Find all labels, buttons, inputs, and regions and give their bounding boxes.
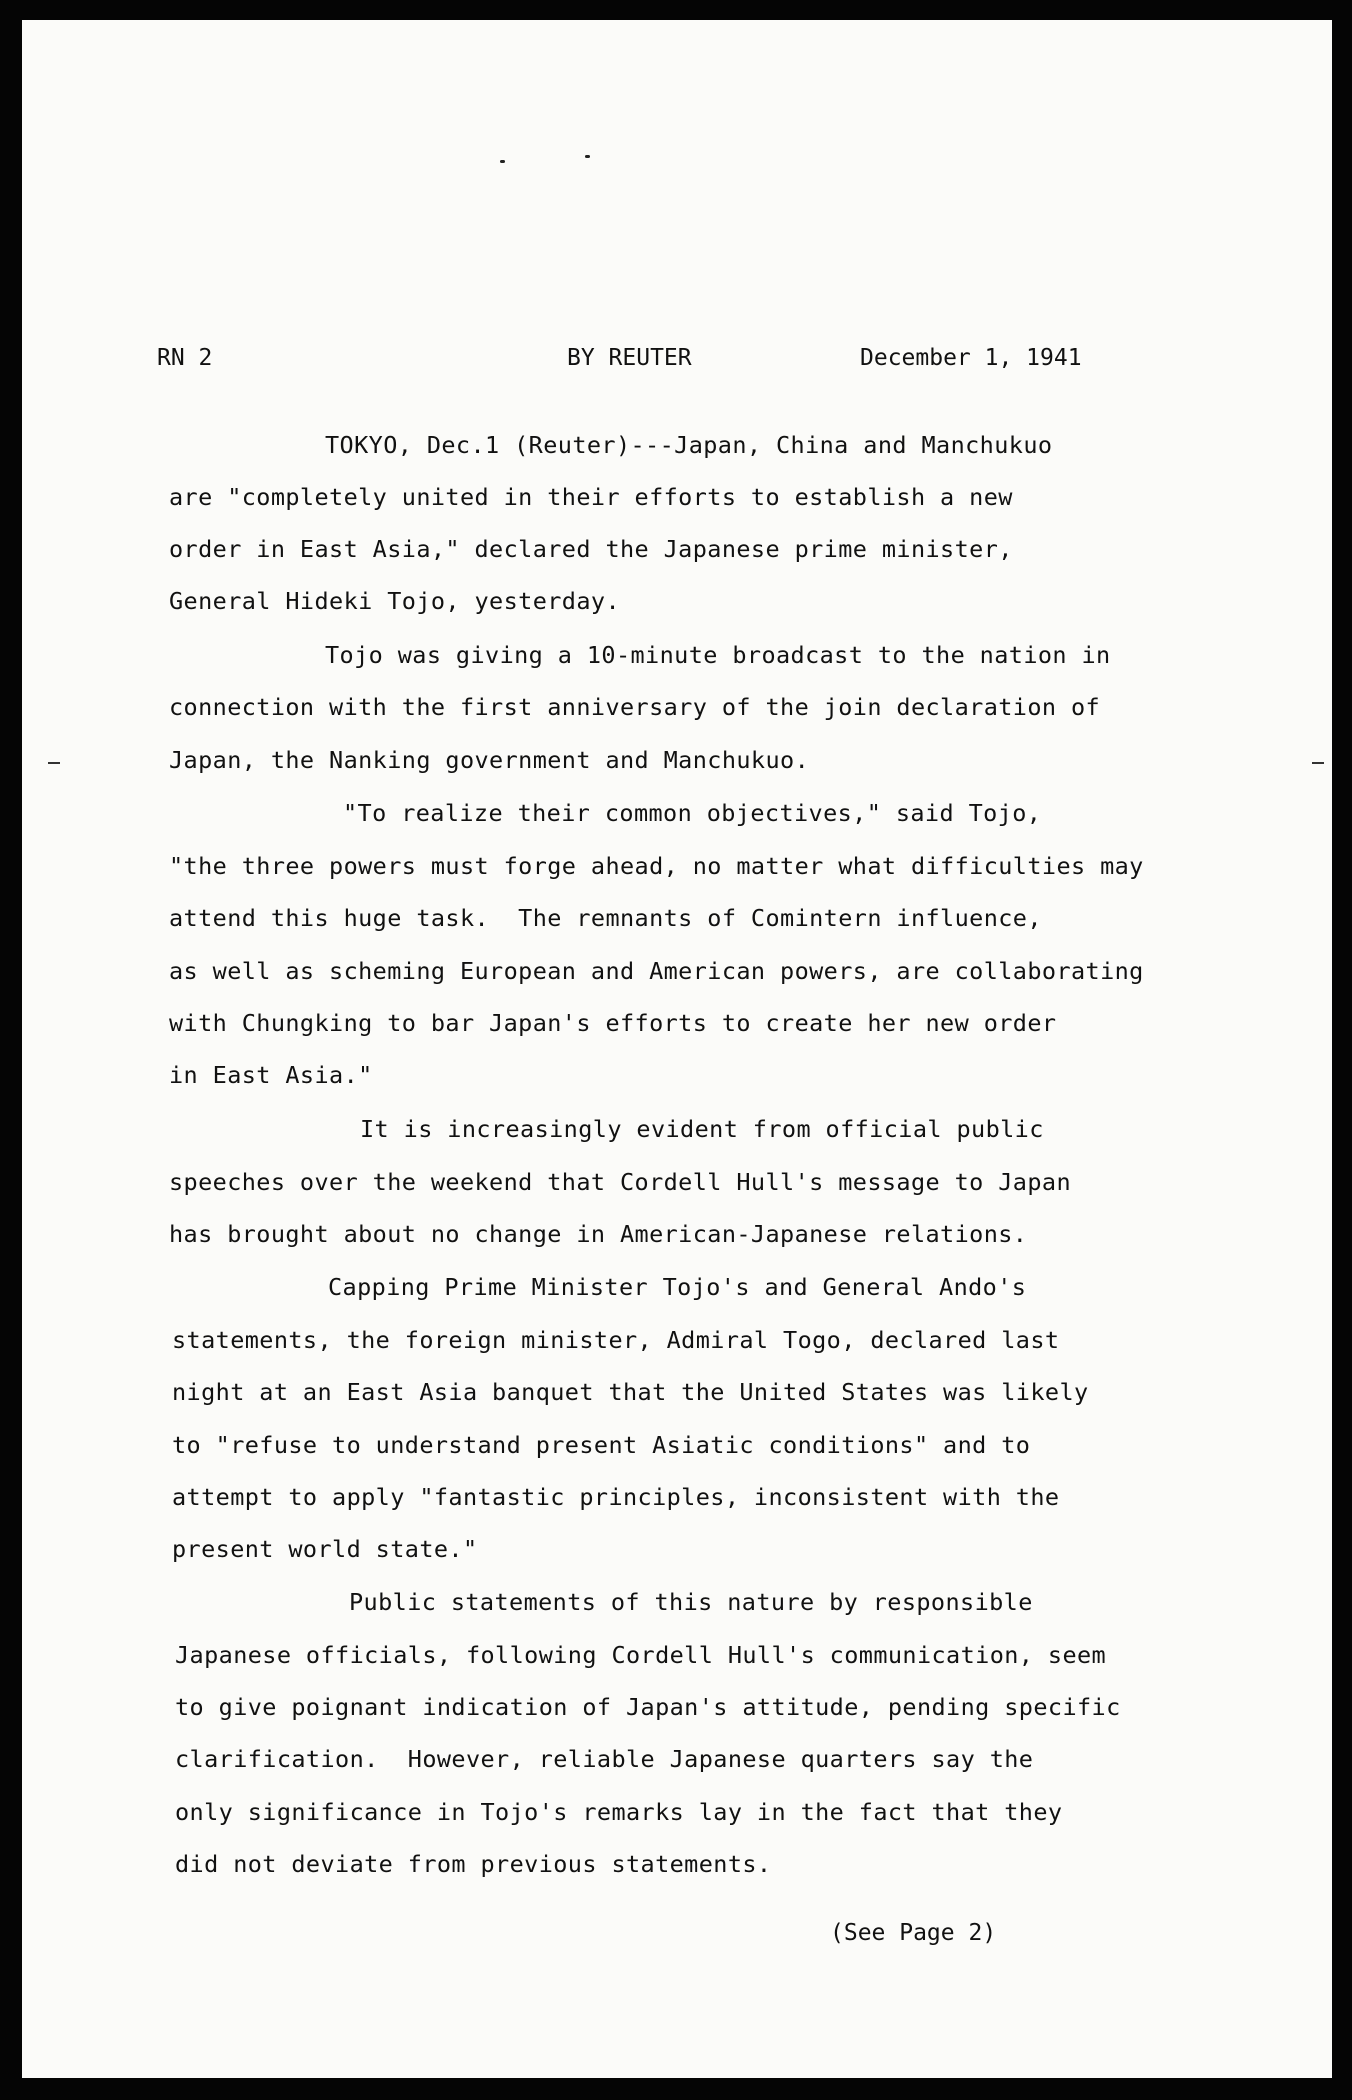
- body-line: present world state.": [172, 1535, 478, 1563]
- body-line: night at an East Asia banquet that the United States was likely: [172, 1378, 1089, 1406]
- body-line: speeches over the weekend that Cordell Hull's message to Japan: [169, 1168, 1071, 1196]
- body-line: as well as scheming European and American powers, are collaborating: [169, 957, 1144, 985]
- body-line: Japan, the Nanking government and Manchukuo.: [169, 746, 810, 774]
- body-line: connection with the first anniversary of the join declaration of: [169, 693, 1101, 721]
- dateline-header: [22, 341, 1332, 375]
- body-line: "To realize their common objectives," said Tojo,: [343, 799, 1042, 827]
- body-line: order in East Asia," declared the Japanese prime minister,: [169, 535, 1013, 563]
- body-line: to give poignant indication of Japan's attitude, pending specific: [175, 1693, 1121, 1721]
- body-line: statements, the foreign minister, Admiral Togo, declared last: [172, 1326, 1060, 1354]
- body-line: to "refuse to understand present Asiatic conditions" and to: [172, 1431, 1031, 1459]
- body-line: only significance in Tojo's remarks lay in the fact that they: [175, 1798, 1063, 1826]
- body-line: Japanese officials, following Cordell Hull's communication, seem: [175, 1641, 1107, 1669]
- body-line: Tojo was giving a 10-minute broadcast to the nation in: [325, 641, 1111, 669]
- body-line: Public statements of this nature by responsible: [349, 1588, 1033, 1616]
- body-line: has brought about no change in American-Japanese relations.: [169, 1220, 1028, 1248]
- scan-speck: [500, 160, 505, 163]
- body-line: did not deviate from previous statements.: [175, 1850, 772, 1878]
- body-line: TOKYO, Dec.1 (Reuter)---Japan, China and Manchukuo: [325, 431, 1053, 459]
- body-line: clarification. However, reliable Japanese quarters say the: [175, 1745, 1034, 1773]
- body-line: attempt to apply "fantastic principles, inconsistent with the: [172, 1483, 1060, 1511]
- header-source: BY REUTER: [567, 345, 692, 371]
- scan-speck: [585, 155, 590, 158]
- body-line: with Chungking to bar Japan's efforts to create her new order: [169, 1009, 1057, 1037]
- body-line: General Hideki Tojo, yesterday.: [169, 587, 620, 615]
- body-line: in East Asia.": [169, 1061, 373, 1089]
- scan-mark: [1312, 762, 1324, 764]
- body-line: are "completely united in their efforts to establish a new: [169, 483, 1013, 511]
- scan-mark: [48, 762, 60, 764]
- continuation-note: (See Page 2): [830, 1920, 997, 1946]
- header-ref-code: RN 2: [157, 345, 213, 371]
- body-line: It is increasingly evident from official public: [360, 1115, 1044, 1143]
- body-line: attend this huge task. The remnants of Comintern influence,: [169, 904, 1042, 932]
- body-line: Capping Prime Minister Tojo's and General Ando's: [328, 1273, 1027, 1301]
- body-line: "the three powers must forge ahead, no matter what difficulties may: [169, 852, 1144, 880]
- header-date: December 1, 1941: [860, 345, 1082, 371]
- document-page: [22, 20, 1332, 2078]
